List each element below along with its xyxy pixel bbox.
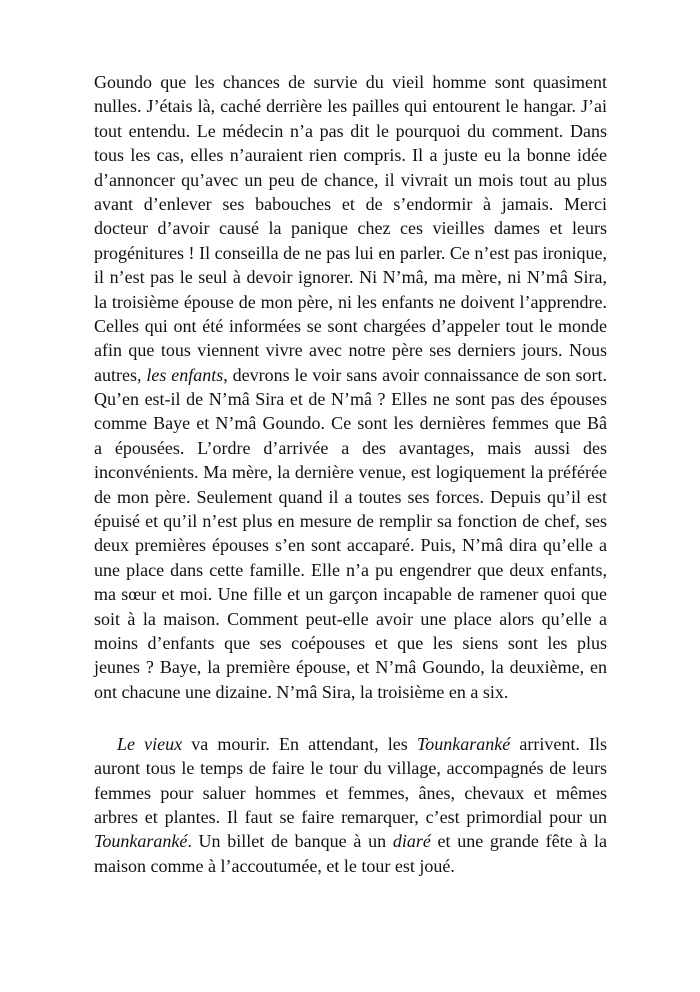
- text-segment: Goundo que les chances de survie du vieil homme sont quasiment: [94, 72, 607, 92]
- text-line: [94, 509, 607, 533]
- text-segment: docteur d’avoir causé la panique chez ces vieilles dames et leurs: [94, 218, 607, 239]
- text-segment: avant d’enlever ses babouches et de s’endormir à jamais. Merci: [94, 193, 607, 214]
- italic-text: diaré: [392, 831, 431, 852]
- text-segment: jeunes ? Baye, la première épouse, et N’mâ Goundo, la deuxième, en: [94, 657, 607, 678]
- text-line: [94, 680, 607, 704]
- text-segment: arrivent. Ils: [510, 733, 607, 754]
- text-segment: deux premières épouses s’en sont accaparé. Puis, N’mâ dira qu’elle a: [94, 535, 607, 556]
- text-segment: la troisième épouse de mon père, ni les enfants ne doivent l’apprendre.: [94, 291, 607, 312]
- text-segment: Qu’en est-il de N’mâ Sira et de N’mâ ? Elles ne sont pas des épouses: [94, 389, 607, 410]
- text-segment: progénitures ! Il conseilla de ne pas lui en parler. Ce n’est pas ironique,: [94, 242, 607, 263]
- text-line: [94, 558, 607, 582]
- text-segment: ont chacune une dizaine. N’mâ Sira, la troisième en a six.: [94, 681, 509, 702]
- text-segment: ma sœur et moi. Une fille et un garçon incapable de ramener quoi que: [94, 584, 607, 605]
- paragraph: [94, 70, 607, 704]
- text-segment: il n’est pas le seul à devoir ignorer. Ni N’mâ, ma mère, ni N’mâ Sira,: [94, 267, 607, 288]
- text-line: [94, 854, 607, 878]
- text-line: [94, 805, 607, 829]
- text-segment: , devrons le voir sans avoir connaissance de son sort.: [223, 364, 607, 385]
- text-line: [94, 290, 607, 314]
- text-segment: épuisé et qu’il n’est plus en mesure de remplir sa fonction de chef, ses: [94, 511, 607, 532]
- text-segment: une place dans cette famille. Elle n’a pu engendrer que deux enfants,: [94, 559, 607, 580]
- paragraph: [94, 732, 607, 878]
- text-line: [94, 631, 607, 655]
- text-segment: et une grande fête à la: [430, 831, 608, 852]
- text-line: [94, 655, 607, 679]
- text-line: [94, 168, 607, 192]
- text-line: [94, 485, 607, 509]
- text-line: [94, 732, 607, 756]
- text-segment: tout entendu. Le médecin n’a pas dit le pourquoi du comment. Dans: [94, 120, 607, 141]
- text-line: [94, 781, 607, 805]
- text-segment: comme Baye et N’mâ Goundo. Ce sont les dernières femmes que Bâ: [94, 413, 607, 434]
- text-segment: va mourir. En attendant, les: [182, 733, 417, 754]
- text-line: [94, 119, 607, 143]
- text-segment: moins d’enfants que ses coépouses et que les siens sont les plus: [94, 632, 607, 653]
- text-segment: auront tous le temps de faire le tour du village, accompagnés de leurs: [94, 758, 607, 779]
- text-segment: nulles. J’étais là, caché derrière les pailles qui entourent le hangar. J’ai: [94, 96, 607, 117]
- italic-text: Tounkaranké: [416, 733, 511, 754]
- text-line: [94, 363, 607, 387]
- text-line: [94, 460, 607, 484]
- text-segment: afin que tous viennent vivre avec notre père ses derniers jours. Nous: [94, 340, 607, 361]
- text-segment: de mon père. Seulement quand il a toutes ses forces. Depuis qu’il est: [94, 486, 607, 507]
- text-line: [94, 756, 607, 780]
- text-line: [94, 829, 607, 853]
- text-line: [94, 338, 607, 362]
- text-line: [94, 94, 607, 118]
- text-line: [94, 533, 607, 557]
- italic-text: Tounkaranké: [94, 831, 188, 852]
- text-line: [94, 143, 607, 167]
- text-line: [94, 582, 607, 606]
- text-line: [94, 192, 607, 216]
- document-page: [94, 70, 607, 878]
- text-segment: arbres et plantes. Il faut se faire remarquer, c’est primordial pour un: [94, 806, 607, 827]
- text-line: [94, 265, 607, 289]
- text-line: [94, 241, 607, 265]
- italic-text: les enfants: [146, 364, 224, 385]
- text-segment: d’annoncer qu’avec un peu de chance, il vivrait un mois tout au plus: [94, 169, 607, 190]
- text-line: [94, 216, 607, 240]
- text-line: [94, 607, 607, 631]
- text-line: [94, 387, 607, 411]
- text-segment: inconvénients. Ma mère, la dernière venue, est logiquement la préférée: [94, 462, 607, 483]
- text-segment: autres,: [94, 364, 147, 385]
- text-line: [94, 70, 607, 94]
- text-segment: Celles qui ont été informées se sont chargées d’appeler tout le monde: [94, 315, 607, 336]
- text-line: [94, 411, 607, 435]
- text-line: [94, 436, 607, 460]
- text-segment: femmes pour saluer hommes et femmes, ânes, chevaux et mêmes: [94, 782, 607, 803]
- italic-text: Le vieux: [117, 733, 183, 754]
- text-segment: soit à la maison. Comment peut-elle avoir une place alors qu’elle a: [94, 608, 607, 629]
- text-segment: a épousées. L’ordre d’arrivée a des avantages, mais aussi des: [94, 437, 607, 458]
- text-segment: maison comme à l’accoutumée, et le tour est joué.: [94, 855, 455, 876]
- text-segment: tous les cas, elles n’auraient rien compris. Il a juste eu la bonne idée: [94, 145, 607, 166]
- text-segment: . Un billet de banque à un: [187, 831, 393, 852]
- text-line: [94, 314, 607, 338]
